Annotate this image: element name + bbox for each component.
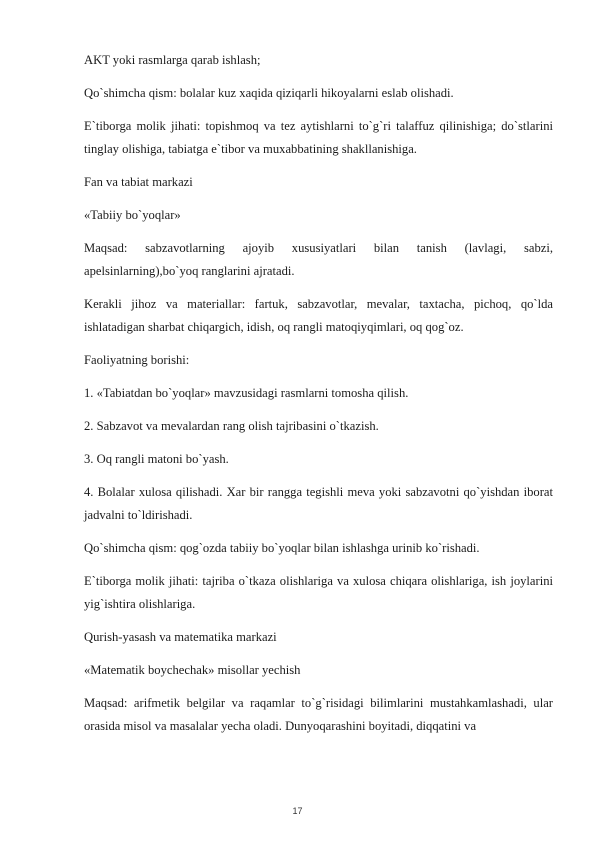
section-heading-qurish-yasash: Qurish-yasash va matematika markazi xyxy=(84,630,277,645)
section-heading-fan-tabiat: Fan va tabiat markazi xyxy=(84,175,193,190)
paragraph-qoshimcha-2: Qo`shimcha qism: qog`ozda tabiiy bo`yoqlar bilan ishlashga urinib ko`rishadi. xyxy=(84,541,480,556)
paragraph-faoliyat-borishi: Faoliyatning borishi: xyxy=(84,353,190,368)
list-item-4: 4. Bolalar xulosa qilishadi. Xar bir rangga tegishli meva yoki sabzavotni qo`yishdan iborat jadvalni to`ldirishadi. xyxy=(84,485,553,523)
list-item-3: 3. Oq rangli matoni bo`yash. xyxy=(84,452,229,467)
list-item-1: 1. «Tabiatdan bo`yoqlar» mavzusidagi rasmlarni tomosha qilish. xyxy=(84,386,409,401)
paragraph-akt: AKT yoki rasmlarga qarab ishlash; xyxy=(84,53,261,67)
activity-title-matematik-boychechak: «Matematik boychechak» misollar yechish xyxy=(84,663,301,678)
page-body xyxy=(84,49,553,748)
paragraph-etiborga-2: E`tiborga molik jihati: tajriba o`tkaza olishlariga va xulosa chiqara olishlariga, ish joylarini yig`ishtira olishlariga. xyxy=(84,574,553,612)
paragraph-qoshimcha-1: Qo`shimcha qism: bolalar kuz xaqida qiziqarli hikoyalarni eslab olishadi. xyxy=(84,85,454,100)
paragraph-etiborga-1: E`tiborga molik jihati: topishmoq va tez aytishlarni to`g`ri talaffuz qilinishiga; do`stlarini tinglay olishiga, tabiatga e`tibor va muxabbatining shakllanishiga. xyxy=(84,118,553,157)
paragraph-maqsad-2: Maqsad: arifmetik belgilar va raqamlar to`g`risidagi bilimlarini mustahkamlashadi, ular orasida misol va masalalar yecha oladi. Dunyoqarashini boyitadi, diqqatini va xyxy=(84,696,553,734)
activity-title-tabiiy-boyoqlar: «Tabiiy bo`yoqlar» xyxy=(84,208,181,223)
page-number: 17 xyxy=(292,806,303,816)
list-item-2: 2. Sabzavot va mevalardan rang olish tajribasini o`tkazish. xyxy=(84,419,379,434)
paragraph-maqsad-1: Maqsad: sabzavotlarning ajoyib xususiyatlari bilan tanish (lavlagi, sabzi, apelsinlarning),bo`yoq ranglarini ajratadi. xyxy=(84,241,553,279)
paragraph-kerakli-jihoz: Kerakli jihoz va materiallar: fartuk, sabzavotlar, mevalar, taxtacha, pichoq, qo`lda ishlatadigan sharbat chiqargich, idish, oq rangli matoqiyqimlari, oq qog`oz. xyxy=(84,297,553,335)
